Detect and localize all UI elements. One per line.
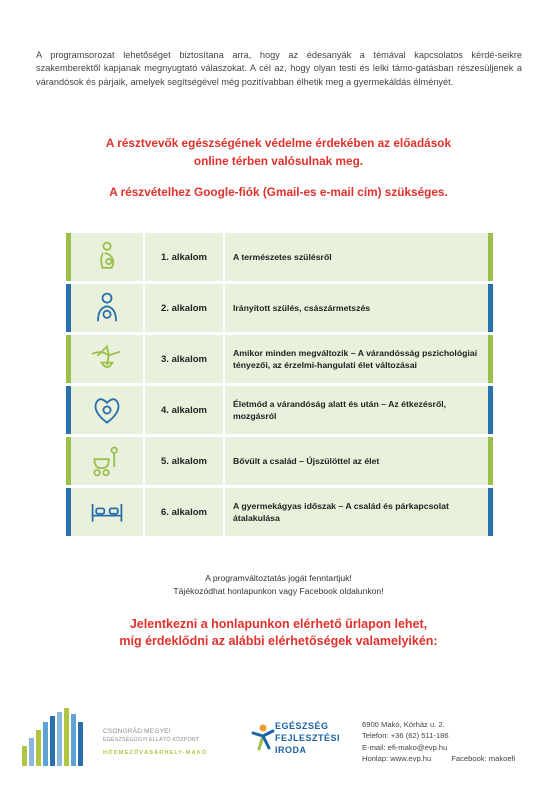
notice-line-2: online térben valósulnak meg. [193,154,364,168]
session-number: 4. alkalom [145,386,225,434]
notice-line-1: A résztvevők egészségének védelme érdekében az előadások [105,136,452,150]
schedule-row [66,488,493,536]
session-number: 6. alkalom [145,488,225,536]
facebook[interactable]: Facebook: makoefi [451,753,516,763]
email[interactable]: E-mail: efi-mako@evp.hu [362,742,448,752]
session-topic: A természetes szülésről [233,252,332,262]
session-topic: Amikor minden megváltozik – A várandósság pszichológiai tényezői, az érzelmi-hangulati élet változásai [233,348,478,370]
change-notice: A programváltoztatás jogát fenntartjuk! [205,573,352,583]
org1-name-line1: CSONGRÁD MEGYEI [103,728,171,735]
intro-paragraph: A programsorozat lehetőséget biztosítana arra, hogy az édesanyák a témával kapcsolatos kérdé-seikre szakemberektől kapjanak megnyugtató válaszokat. A cél az, hogy olyan testi és lelki támo-gatásban részesüljenek a várandósok és párjaik, amelyek segítségével még pozitívabban élhetik meg a gyermekáldás élményét. [36,50,522,87]
session-number: 3. alkalom [145,335,225,383]
address: 6900 Makó, Kórház u. 2. [362,720,445,729]
bed-icon [71,488,145,536]
heart-baby-icon [71,386,145,434]
session-topic: Irányított szülés, császármetszés [233,303,371,313]
org2-name-line3: IRODA [275,745,307,755]
stroller-icon [71,437,145,485]
csongrad-logo [22,706,242,766]
schedule-row [66,233,493,281]
phone: Telefon: +36 (62) 511-186 [362,731,449,741]
notice-line-3: A részvételhez Google-fiók (Gmail-es e-mail cím) szükséges. [109,185,448,199]
org2-name-line2: FEJLESZTÉSI [275,733,341,743]
schedule-row [66,386,493,434]
mother-baby-icon [71,284,145,332]
schedule-row [66,437,493,485]
pregnant-woman-icon [71,233,145,281]
session-number: 5. alkalom [145,437,225,485]
session-number: 2. alkalom [145,284,225,332]
apply-line-2: míg érdeklődni az alábbi elérhetőségek valamelyikén: [119,634,438,648]
session-schedule-table [66,233,493,539]
org2-name-line1: EGÉSZSÉG [275,721,329,731]
info-notice: Tájékozódhat honlapunkon vagy Facebook oldalunkon! [173,586,384,596]
org1-name-line3: HÓDMEZŐVÁSÁRHELY-MAKÓ [103,750,208,756]
stork-icon [71,335,145,383]
efi-logo [243,717,353,762]
logo-tiles-icon [22,708,87,766]
schedule-row [66,284,493,332]
apply-line-1: Jelentkezni a honlapunkon elérhető űrlapon lehet, [129,617,428,631]
efi-figure-icon [251,723,275,751]
session-topic: Bővült a család – Újszülöttel az élet [233,456,380,466]
session-topic: Életmód a várandóság alatt és után – Az étkezésről, mozgásról [233,399,447,421]
contact-block [362,719,515,764]
website[interactable]: Honlap: www.evp.hu [362,753,432,763]
org1-name-line2: EGÉSZSÉGÜGYI ELLÁTÓ KÖZPONT [103,737,200,743]
session-number: 1. alkalom [145,233,225,281]
session-topic: A gyermekágyas időszak – A család és párkapcsolat átalakulása [233,501,449,523]
schedule-row [66,335,493,383]
